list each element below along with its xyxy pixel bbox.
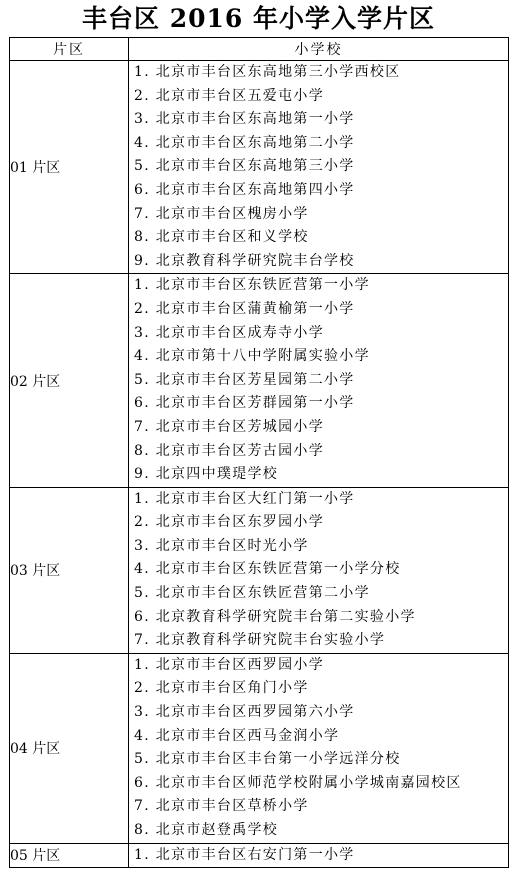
school-list	[129, 274, 509, 487]
school-item: 2. 北京市丰台区角门小学	[134, 680, 309, 697]
zone-label: 01 片区	[10, 61, 129, 274]
school-item: 3. 北京市丰台区成寿寺小学	[134, 324, 325, 341]
zone-label: 03 片区	[10, 487, 129, 653]
school-item: 3. 北京市丰台区东高地第一小学	[134, 111, 355, 128]
zone-row	[10, 653, 509, 843]
zone-label: 02 片区	[10, 274, 129, 487]
zone-row	[10, 843, 509, 868]
zone-row	[10, 61, 509, 274]
school-item: 4. 北京市丰台区东铁匠营第一小学分校	[134, 561, 401, 578]
school-item: 6. 北京市丰台区芳群园第一小学	[134, 395, 355, 412]
school-item: 1. 北京市丰台区东铁匠营第一小学	[134, 277, 370, 294]
school-item: 3. 北京市丰台区西罗园第六小学	[134, 704, 355, 721]
school-item: 6. 北京教育科学研究院丰台第二实验小学	[134, 608, 416, 625]
school-list	[129, 653, 509, 843]
zone-label: 05 片区	[10, 843, 129, 868]
school-item: 4. 北京市丰台区西马金润小学	[134, 727, 340, 744]
page-title: 丰台区 2016 年小学入学片区	[82, 4, 435, 33]
school-list	[129, 843, 509, 868]
school-item: 6. 北京市丰台区师范学校附属小学城南嘉园校区	[134, 774, 462, 791]
school-item: 7. 北京教育科学研究院丰台实验小学	[134, 632, 386, 649]
school-item: 3. 北京市丰台区时光小学	[134, 537, 309, 554]
school-item: 6. 北京市丰台区东高地第四小学	[134, 181, 355, 198]
school-item: 8. 北京市丰台区和义学校	[134, 229, 309, 246]
zone-header: 片区	[10, 38, 129, 61]
school-item: 7. 北京市丰台区芳城园小学	[134, 418, 325, 435]
school-item: 1. 北京市丰台区东高地第三小学西校区	[134, 64, 401, 80]
header-row	[10, 38, 509, 61]
zone-row	[10, 274, 509, 487]
school-item: 8. 北京市丰台区芳古园小学	[134, 442, 325, 459]
table-body	[10, 61, 509, 868]
school-item: 5. 北京市丰台区丰台第一小学远洋分校	[134, 751, 401, 768]
school-item: 9. 北京教育科学研究院丰台学校	[134, 252, 355, 269]
school-item: 5. 北京市丰台区东铁匠营第二小学	[134, 585, 370, 602]
school-item: 2. 北京市丰台区东罗园小学	[134, 514, 325, 531]
school-list	[129, 61, 509, 274]
school-item: 1. 北京市丰台区右安门第一小学	[134, 846, 355, 863]
zone-label: 04 片区	[10, 653, 129, 843]
school-item: 7. 北京市丰台区草桥小学	[134, 798, 309, 815]
school-item: 4. 北京市第十八中学附属实验小学	[134, 348, 370, 365]
district-table	[9, 37, 509, 868]
school-item: 1. 北京市丰台区西罗园小学	[134, 656, 325, 673]
school-header: 小学校	[129, 38, 509, 61]
school-item: 9. 北京四中璞瑅学校	[134, 466, 279, 483]
school-item: 4. 北京市丰台区东高地第二小学	[134, 134, 355, 151]
school-item: 7. 北京市丰台区槐房小学	[134, 205, 309, 222]
school-item: 8. 北京市赵登禹学校	[134, 822, 279, 838]
school-item: 2. 北京市丰台区蒲黄榆第一小学	[134, 300, 355, 317]
school-item: 5. 北京市丰台区芳星园第二小学	[134, 371, 355, 388]
school-item: 1. 北京市丰台区大红门第一小学	[134, 490, 355, 507]
zone-row	[10, 487, 509, 653]
school-item: 2. 北京市丰台区五爱屯小学	[134, 87, 325, 104]
school-item: 5. 北京市丰台区东高地第三小学	[134, 158, 355, 175]
school-list	[129, 487, 509, 653]
